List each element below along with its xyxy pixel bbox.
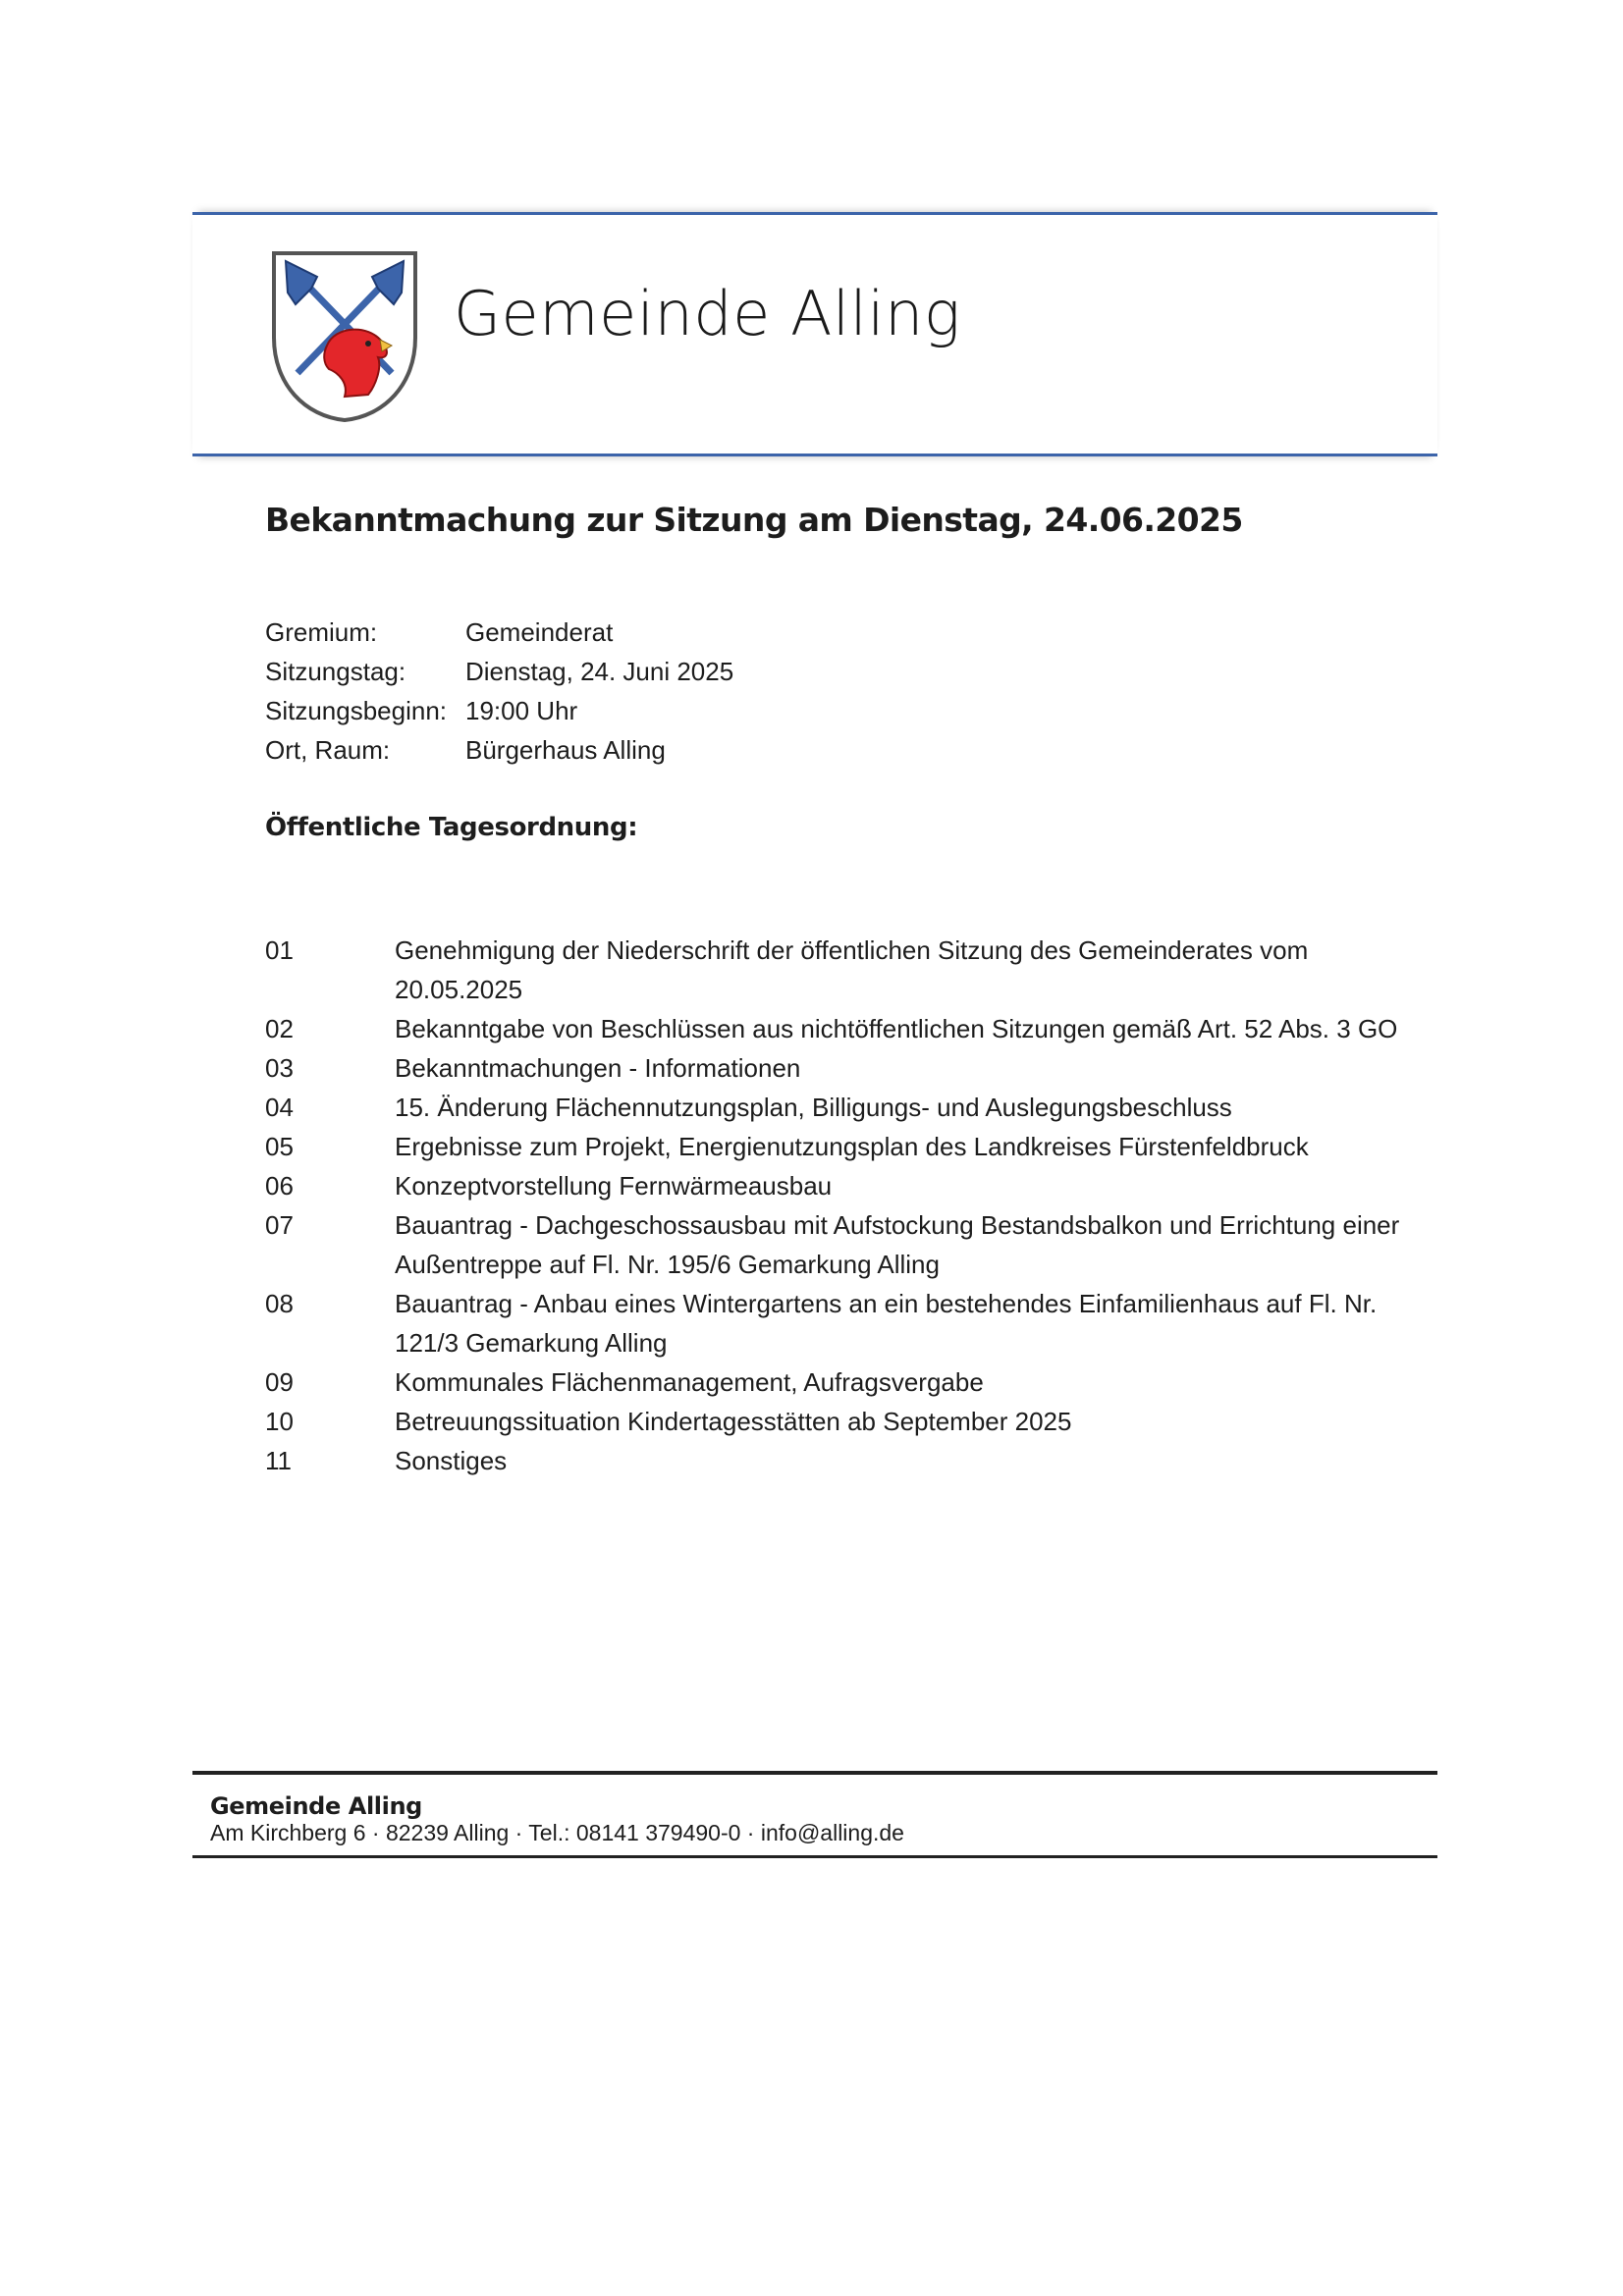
agenda-item: [265, 931, 1443, 1009]
meta-row: [265, 613, 733, 652]
agenda-number: 01: [265, 935, 294, 965]
meta-value: Gemeinderat: [465, 617, 614, 647]
letterhead: [192, 212, 1437, 456]
meta-label: Sitzungsbeginn:: [265, 696, 448, 725]
agenda-item: [265, 1166, 1443, 1205]
agenda-text: Betreuungssituation Kindertagesstätten ab September 2025: [395, 1407, 1072, 1436]
agenda-item: [265, 1362, 1443, 1402]
agenda-number: 08: [265, 1289, 294, 1318]
agenda-text: Sonstiges: [395, 1446, 508, 1475]
agenda-text: 15. Änderung Flächennutzungsplan, Billigungs- und Auslegungsbeschluss: [395, 1093, 1232, 1122]
agenda-item: [265, 1205, 1443, 1284]
agenda-item: [265, 1127, 1443, 1166]
org-title: Gemeinde Alling: [454, 278, 961, 349]
meta-row: [265, 691, 733, 730]
meta-value: Bürgerhaus Alling: [465, 735, 666, 765]
agenda-number: 02: [265, 1014, 294, 1043]
meta-row: [265, 652, 733, 691]
meta-label: Ort, Raum:: [265, 735, 391, 765]
agenda-text: Konzeptvorstellung Fernwärmeausbau: [395, 1171, 833, 1201]
document-title: Bekanntmachung zur Sitzung am Dienstag, 24.06.2025: [265, 501, 1243, 539]
meta-value: Dienstag, 24. Juni 2025: [465, 657, 734, 686]
agenda-number: 11: [265, 1446, 292, 1475]
agenda-number: 04: [265, 1093, 294, 1122]
footer: [192, 1771, 1437, 1858]
agenda-number: 10: [265, 1407, 294, 1436]
agenda-text: Bauantrag - Dachgeschossausbau mit Aufstockung Bestandsbalkon und Errichtung einer Außentreppe auf Fl. Nr. 195/6 Gemarkung Alling: [395, 1210, 1400, 1279]
meta-row: [265, 730, 733, 770]
meta-label: Sitzungstag:: [265, 657, 406, 686]
agenda-list: [265, 931, 1443, 1480]
agenda-text: Bauantrag - Anbau eines Wintergartens an ein bestehendes Einfamilienhaus auf Fl. Nr. 121/3 Gemarkung Alling: [395, 1289, 1378, 1358]
agenda-item: [265, 1088, 1443, 1127]
agenda-text: Kommunales Flächenmanagement, Aufragsvergabe: [395, 1367, 984, 1397]
agenda-number: 09: [265, 1367, 294, 1397]
agenda-item: [265, 1402, 1443, 1441]
agenda-item: [265, 1048, 1443, 1088]
meta-label: Gremium:: [265, 617, 378, 647]
agenda-number: 05: [265, 1132, 294, 1161]
agenda-text: Ergebnisse zum Projekt, Energienutzungsplan des Landkreises Fürstenfeldbruck: [395, 1132, 1309, 1161]
agenda-number: 03: [265, 1053, 294, 1083]
agenda-item: [265, 1284, 1443, 1362]
footer-address: Am Kirchberg 6 · 82239 Alling · Tel.: 08141 379490-0 · info@alling.de: [210, 1820, 904, 1845]
agenda-heading: Öffentliche Tagesordnung:: [265, 813, 638, 842]
meta-value: 19:00 Uhr: [465, 696, 578, 725]
agenda-item: [265, 1009, 1443, 1048]
footer-org-name: Gemeinde Alling: [210, 1792, 422, 1820]
meeting-details: [265, 613, 733, 770]
agenda-number: 06: [265, 1171, 294, 1201]
coat-of-arms-icon: [266, 247, 423, 424]
agenda-number: 07: [265, 1210, 294, 1240]
agenda-text: Bekanntmachungen - Informationen: [395, 1053, 801, 1083]
agenda-text: Genehmigung der Niederschrift der öffentlichen Sitzung des Gemeinderates vom 20.05.2025: [395, 935, 1309, 1004]
agenda-text: Bekanntgabe von Beschlüssen aus nichtöffentlichen Sitzungen gemäß Art. 52 Abs. 3 GO: [395, 1014, 1398, 1043]
agenda-item: [265, 1441, 1443, 1480]
